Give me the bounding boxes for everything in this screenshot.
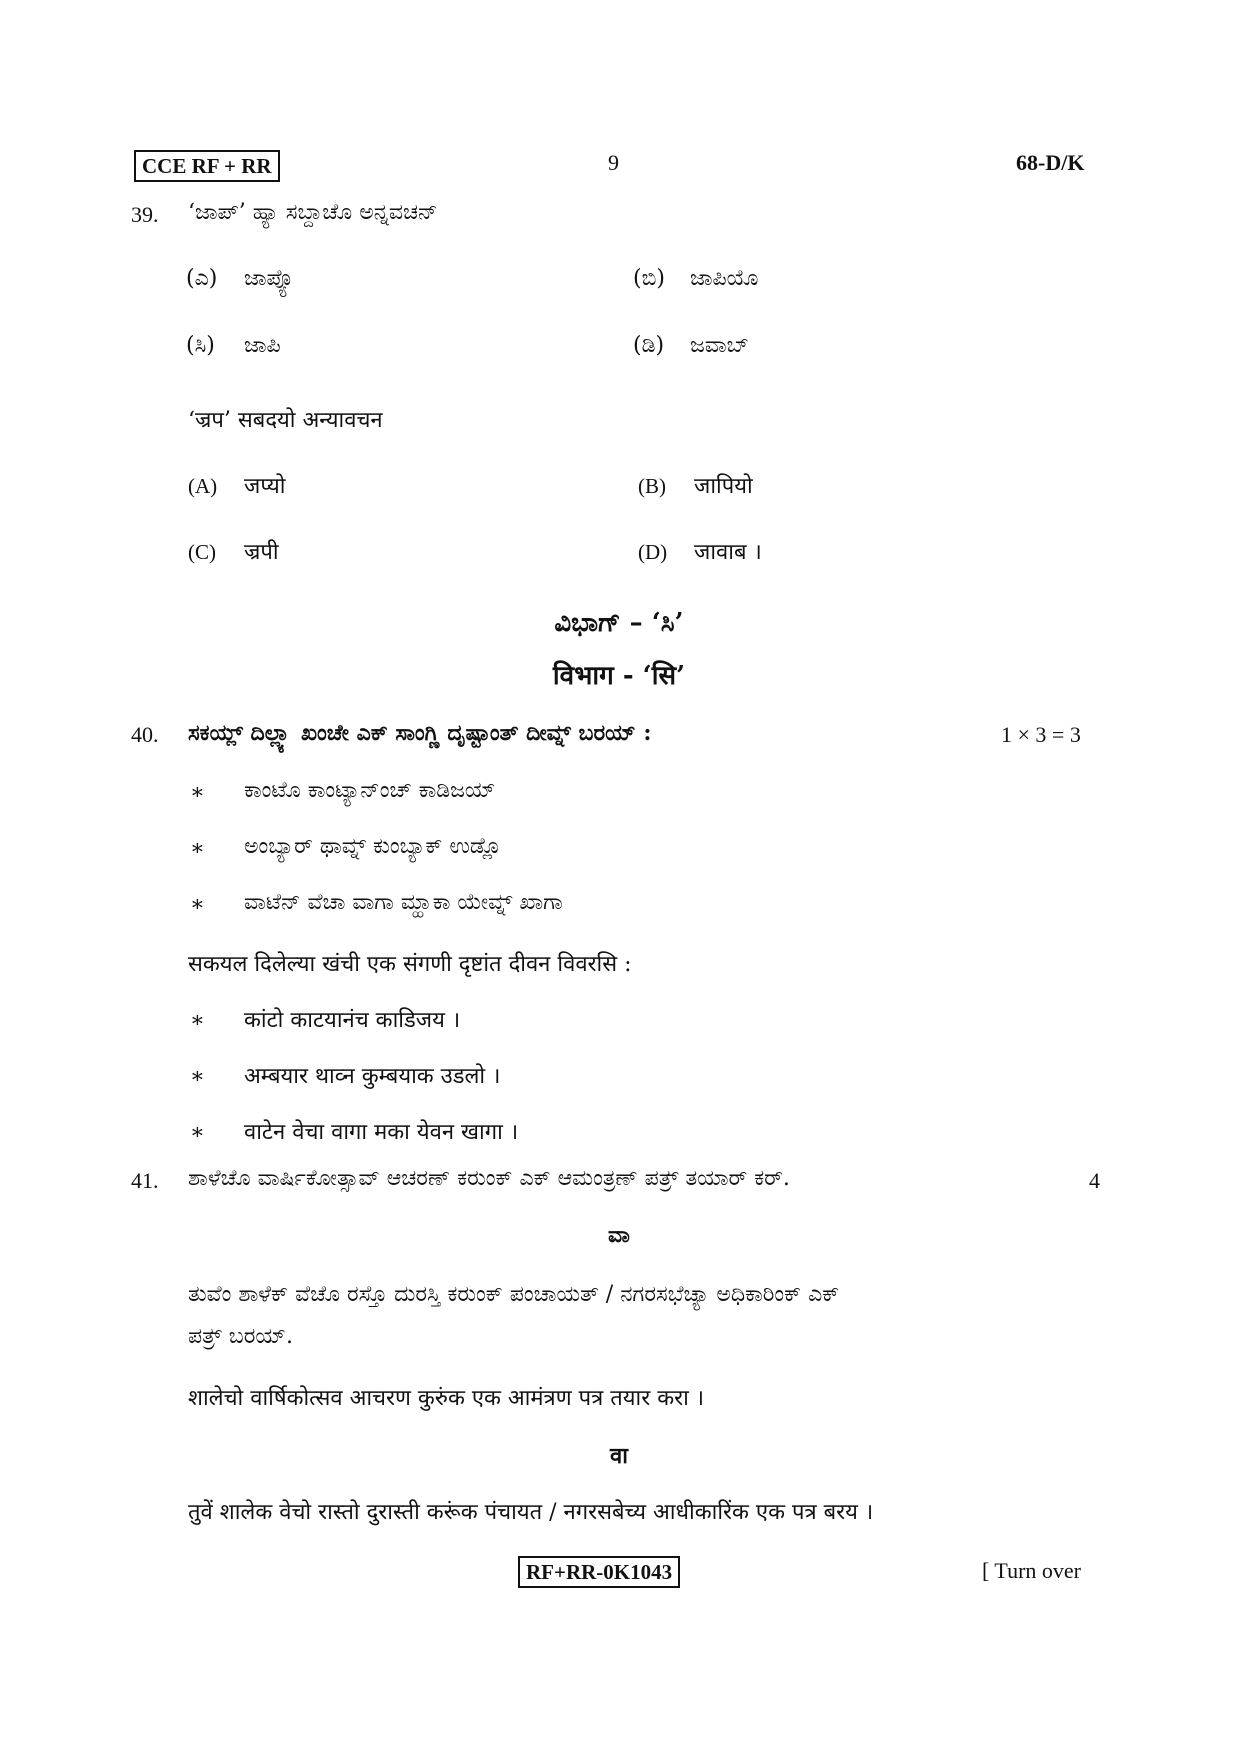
q39-number: 39. [131,202,159,227]
footer-code-box: RF+RR-0K1043 [518,1556,680,1588]
q40-item-2-kannada: ಅಂಬ್ಯಾರ್ ಥಾವ್ನ್ ಕುಂಬ್ಯಾಕ್ ಉಡ್ಲೊ [244,834,502,859]
section-title-kannada: ವಿಭಾಗ್ – ‘ಸಿ’ [554,608,684,638]
q40-item-3-devanagari: वाटेन वेचा वागा मका येवन खागा । [244,1120,519,1145]
q41-question-devanagari: शालेचो वार्षिकोत्सव आचरण कुरुंक एक आमंत्रण पत्र तयार करा । [188,1386,705,1411]
turn-over-label: [ Turn over [982,1558,1082,1583]
q41-alternative-kannada-line2: ಪತ್ರ್ ಬರಯ್. [188,1324,294,1349]
bullet-star: ∗ [190,780,205,805]
q39-option-b-label-kn: (ಬಿ) [633,266,665,291]
q39-option-a-text-kn: ಜಾಪ್ಯೊ [244,266,295,291]
bullet-star: ∗ [190,892,205,917]
bullet-star: ∗ [190,1008,205,1033]
page-number: 9 [608,150,619,175]
q40-item-3-kannada: ವಾಟೆನ್ ವೆಚಾ ವಾಗಾ ಮ್ಹಾಕಾ ಯೇವ್ನ್ ಖಾಗಾ [244,890,563,915]
q41-question-kannada: ಶಾಳೆಚೊ ವಾರ್ಷಿಕೋತ್ಸಾವ್ ಆಚರಣ್ ಕರುಂಕ್ ಎಕ್ ಆಮಂತ್ರಣ್ ಪತ್ರ್ ತಯಾರ್ ಕರ್. [188,1166,790,1191]
q41-alternative-devanagari: तुवें शालेक वेचो रास्तो दुरास्ती करूंक पंचायत / नगरसबेच्य आधीकारिंक एक पत्र बरय । [188,1500,874,1525]
q39-option-c-label: (C) [188,540,216,564]
paper-code: 68-D/K [1016,150,1085,175]
q40-question-kannada: ಸಕಯ್ಲ್ ದಿಲ್ಲ್ಯಾ ಖಂಚೇ ಎಕ್ ಸಾಂಗ್ಣಿ ದೃಷ್ಟಾಂತ್ ದೀವ್ನ್ ಬರಯ್ : [188,720,652,746]
q39-question-kannada: ‘ಜಾಪ್’ ಹ್ಯಾ ಸಬ್ದಾಚೊ ಅನ್ನವಚನ್ [188,200,438,225]
bullet-star: ∗ [190,836,205,861]
bullet-star: ∗ [190,1064,205,1089]
q39-option-d-label-kn: (ಡಿ) [633,333,665,358]
bullet-star: ∗ [190,1120,205,1145]
q40-item-1-devanagari: कांटो काटयानंच काडिजय । [244,1008,461,1033]
q39-option-c-text-kn: ಜಾಪಿ [244,333,281,358]
q39-option-a-text: जप्यो [244,474,286,499]
q39-option-b-text: जापियो [694,474,753,499]
q39-question-devanagari: ‘ज्रप’ सबदयो अन्यावचन [188,408,383,433]
or-separator-devanagari: वा [610,1443,628,1469]
q39-option-d-label: (D) [638,540,668,564]
q40-item-2-devanagari: अम्बयार थाव्न कुम्बयाक उडलो । [244,1064,501,1089]
q41-alternative-kannada-line1: ತುವೆಂ ಶಾಳೆಕ್ ವೆಚೊ ರಸ್ತೊ ದುರಸ್ತಿ ಕರುಂಕ್ ಪಂಚಾಯತ್ / ನಗರಸಭೆಚ್ಯಾ ಅಧಿಕಾರಿಂಕ್ ಎಕ್ [188,1282,840,1307]
q39-option-d-text-kn: ಜವಾಬ್ [690,333,749,358]
q40-item-1-kannada: ಕಾಂಟೊ ಕಾಂಟ್ಯಾನ್ಂಚ್ ಕಾಡಿಜಯ್ [244,778,496,803]
q40-question-devanagari: सकयल दिलेल्या खंची एक संगणी दृष्टांत दीवन विवरसि : [188,952,632,977]
q41-marks: 4 [1089,1168,1100,1193]
q39-option-d-text: जावाब । [694,540,762,565]
or-separator-kannada: ವಾ [608,1222,630,1248]
q39-option-c-label-kn: (ಸಿ) [186,333,215,358]
section-title-devanagari: विभाग - ‘सि’ [552,661,686,691]
q39-option-a-label: (A) [188,474,218,498]
exam-code-box: CCE RF + RR [134,150,280,182]
q39-option-b-label: (B) [638,474,666,498]
q39-option-c-text: ज्रपी [244,540,279,565]
q41-number: 41. [131,1168,159,1193]
q39-option-a-label-kn: (ಎ) [186,266,218,291]
q40-marks: 1 × 3 = 3 [1001,722,1081,747]
q39-option-b-text-kn: ಜಾಪಿಯೊ [690,266,759,291]
q40-number: 40. [131,722,159,747]
